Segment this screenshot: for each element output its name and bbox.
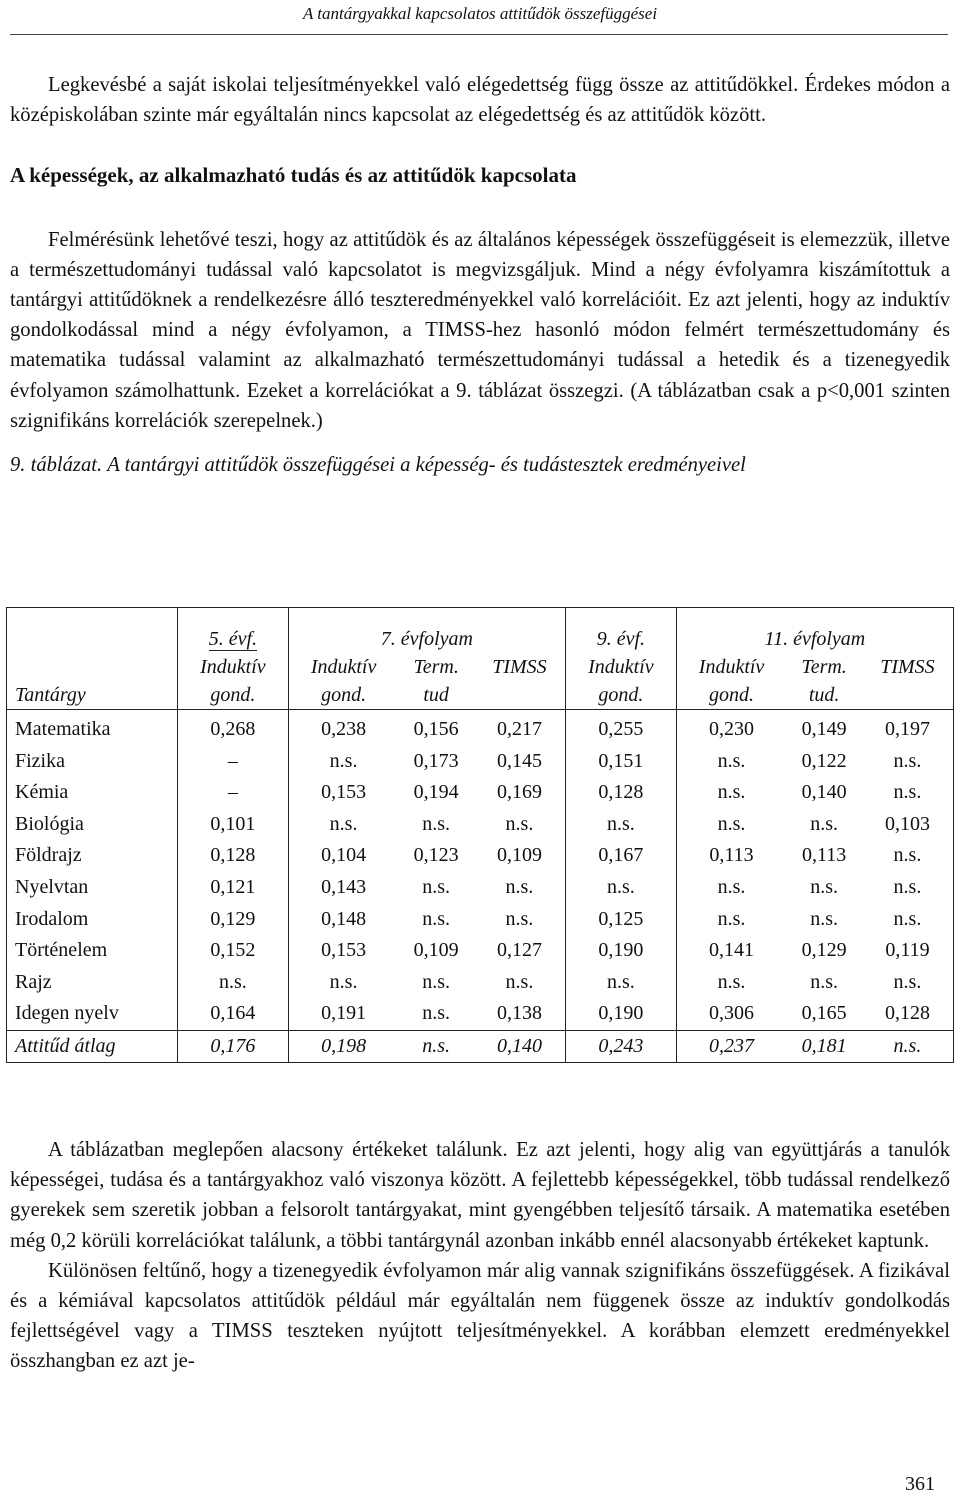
- value-cell: 0,109: [413, 939, 459, 962]
- value-cell: n.s.: [422, 970, 451, 993]
- value-cell: 0,104: [321, 844, 367, 867]
- value-cell: n.s.: [717, 907, 746, 930]
- value-cell: 0,113: [709, 844, 754, 867]
- value-cell: 0,167: [565, 840, 676, 872]
- table-row: [7, 746, 954, 778]
- value-cell: 0,119: [885, 939, 930, 962]
- value-cell: 0,306: [709, 1002, 755, 1025]
- subject-cell: Matematika: [7, 710, 178, 746]
- subheader-cell: TIMSS: [474, 653, 566, 710]
- value-cell: 0,238: [321, 718, 367, 740]
- value-cell: 0,181: [786, 1030, 862, 1062]
- value-cell: n.s.: [178, 967, 289, 999]
- value-cell: 0,141: [709, 939, 755, 962]
- subject-cell: Irodalom: [7, 904, 178, 936]
- subheader-cell: Term. tud: [398, 653, 474, 710]
- value-cell: 0,140: [801, 781, 847, 804]
- subheader-cell: Induktív gond.: [288, 653, 398, 710]
- subject-cell: Idegen nyelv: [7, 998, 178, 1030]
- table-average-row: [7, 1030, 954, 1062]
- table-row: [7, 840, 954, 872]
- value-cell: 0,128: [178, 840, 289, 872]
- value-cell: n.s.: [474, 967, 566, 999]
- subject-cell: Biológia: [7, 809, 178, 841]
- value-cell: 0,138: [474, 998, 566, 1030]
- value-cell: n.s.: [810, 875, 838, 898]
- value-cell: n.s.: [329, 812, 358, 835]
- value-cell: n.s.: [717, 812, 746, 835]
- group-header-5: 5. évf.: [178, 608, 289, 654]
- value-cell: 0,148: [321, 907, 367, 930]
- value-cell: 0,165: [801, 1002, 847, 1025]
- subheader-cell: Induktív gond.: [565, 653, 676, 710]
- value-cell: 0,128: [565, 777, 676, 809]
- value-cell: 0,109: [474, 840, 566, 872]
- value-cell: 0,176: [178, 1030, 289, 1062]
- intro-paragraph: Legkevésbé a saját iskolai teljesítményekkel való elégedettség függ össze az attitűdökkel. Érdekes módon a középiskolában szinte már egyáltalán nincs kapcsolat az elégedettség és az attitűdök között.: [10, 74, 950, 127]
- table-row: [7, 872, 954, 904]
- value-cell: 0,153: [321, 939, 367, 962]
- header-rule: [10, 34, 948, 35]
- group-header-9: 9. évf.: [565, 608, 676, 654]
- value-cell: 0,169: [474, 777, 566, 809]
- subheader-cell: Term. tud.: [786, 653, 862, 710]
- group-header-7: 7. évfolyam: [288, 608, 565, 654]
- value-cell: 0,243: [565, 1030, 676, 1062]
- value-cell: 0,140: [474, 1030, 566, 1062]
- value-cell: n.s.: [565, 967, 676, 999]
- group-header-11: 11. évfolyam: [764, 628, 866, 650]
- subject-cell: Attitűd átlag: [7, 1030, 178, 1062]
- value-cell: 0,230: [709, 718, 755, 740]
- value-cell: 0,268: [178, 710, 289, 746]
- value-cell: 0,156: [413, 718, 459, 740]
- value-cell: 0,197: [884, 718, 930, 740]
- value-cell: n.s.: [474, 809, 566, 841]
- value-cell: 0,217: [474, 710, 566, 746]
- value-cell: 0,101: [178, 809, 289, 841]
- value-cell: 0,129: [801, 939, 847, 962]
- value-cell: 0,129: [178, 904, 289, 936]
- value-cell: 0,255: [565, 710, 676, 746]
- value-cell: 0,113: [801, 844, 847, 867]
- subject-cell: Földrajz: [7, 840, 178, 872]
- subheader-cell: Induktív gond.: [676, 653, 786, 710]
- subject-cell: Rajz: [7, 967, 178, 999]
- value-cell: 0,122: [801, 749, 847, 772]
- table-row: [7, 777, 954, 809]
- value-cell: 0,128: [884, 1002, 930, 1025]
- value-cell: 0,153: [321, 781, 367, 804]
- table-group-header-row: [7, 608, 954, 654]
- value-cell: n.s.: [565, 809, 676, 841]
- table-row: [7, 809, 954, 841]
- lower-text: [10, 1135, 950, 1377]
- value-cell: n.s.: [893, 781, 922, 804]
- table-body: [7, 710, 954, 1063]
- value-cell: n.s.: [474, 872, 566, 904]
- value-cell: 0,123: [413, 844, 459, 867]
- correlation-table: [6, 607, 954, 1063]
- value-cell: 0,149: [801, 718, 847, 740]
- value-cell: n.s.: [422, 907, 451, 930]
- value-cell: n.s.: [893, 875, 922, 898]
- table-caption: [10, 450, 950, 480]
- value-cell: 0,127: [474, 935, 566, 967]
- table-row: [7, 904, 954, 936]
- value-cell: 0,164: [178, 998, 289, 1030]
- value-cell: n.s.: [717, 970, 746, 993]
- value-cell: 0,198: [288, 1030, 398, 1062]
- value-cell: n.s.: [422, 1002, 451, 1025]
- value-cell: 0,103: [884, 812, 930, 835]
- value-cell: n.s.: [422, 875, 451, 898]
- value-cell: n.s.: [893, 907, 922, 930]
- subject-cell: Nyelvtan: [7, 872, 178, 904]
- subject-cell: Fizika: [7, 746, 178, 778]
- value-cell: n.s.: [329, 749, 358, 772]
- value-cell: 0,125: [565, 904, 676, 936]
- table-row: [7, 998, 954, 1030]
- value-cell: 0,237: [676, 1030, 786, 1062]
- value-cell: n.s.: [422, 812, 451, 835]
- section-paragraph: Felmérésünk lehetővé teszi, hogy az attitűdök és az általános képességek összefüggéseit is elemezzük, illetve a természettudományi tudással való kapcsolatot is megvizsgáljuk. Mind a négy évfolyamra kiszámítottuk a tantárgyi attitűdöknek a rendelkezésre álló teszteredményekkel való korrelációit. Ez azt jelenti, hogy az induktív gondolkodással mind a négy évfolyamon, a TIMSS-hez hasonló módon felmért természettudomány és matematika tudással valamint az alkalmazható természettudományi tudással a hetedik és a tizenegyedik évfolyamon számolhattunk. Ezeket a korrelációkat a 9. táblázat összegzi. (A táblázatban csak a p<0,001 szinten szignifikáns korrelációk szerepelnek.): [10, 228, 950, 432]
- value-cell: 0,190: [565, 935, 676, 967]
- subject-cell: Történelem: [7, 935, 178, 967]
- subheader-cell: Induktív gond.: [178, 653, 289, 710]
- table-row: [7, 935, 954, 967]
- after-paragraph-1: A táblázatban meglepően alacsony értékeket találunk. Ez azt jelenti, hogy alig van együttjárás a tanulók képességei, tudása és a tantárgyakhoz való viszonya között. A fejlettebb képességekkel, több tudással rendelkező gyerekek sem szeretik jobban a felsorolt tantárgyakat, mint gyengébben teljesítő társaik. A matematika esetében még 0,2 körüli korrelációkat találunk, a többi tantárgynál azonban inkább ennél alacsonyabb értékeket kaptunk.: [10, 1139, 950, 1252]
- table-row: [7, 967, 954, 999]
- value-cell: n.s.: [717, 749, 746, 772]
- value-cell: n.s.: [717, 781, 746, 804]
- value-cell: n.s.: [893, 749, 922, 772]
- after-paragraph-2: Különösen feltűnő, hogy a tizenegyedik évfolyamon már alig vannak szignifikáns összefüggések. A fizikával és a kémiával kapcsolatos attitűdök például már egyáltalán nem függenek össze az induktív gondolkodás fejlettségével vagy a TIMSS teszteken nyújtott teljesítményekkel. A korábban elemzett eredményekkel összhangban ez azt je-: [10, 1259, 950, 1373]
- value-cell: n.s.: [862, 1030, 954, 1062]
- value-cell: n.s.: [398, 1030, 474, 1062]
- subject-cell: Kémia: [7, 777, 178, 809]
- value-cell: n.s.: [893, 970, 922, 993]
- value-cell: 0,173: [413, 749, 459, 772]
- value-cell: n.s.: [565, 872, 676, 904]
- value-cell: 0,152: [178, 935, 289, 967]
- value-cell: 0,190: [565, 998, 676, 1030]
- value-cell: 0,191: [321, 1002, 367, 1025]
- table-row: [7, 710, 954, 746]
- upper-text: [10, 70, 950, 480]
- value-cell: n.s.: [893, 844, 922, 867]
- subject-column-header: Tantárgy: [7, 608, 178, 710]
- value-cell: n.s.: [474, 904, 566, 936]
- value-cell: 0,143: [321, 875, 367, 898]
- value-cell: –: [178, 777, 289, 809]
- running-header: A tantárgyakkal kapcsolatos attitűdök összefüggései: [302, 4, 658, 23]
- page-number: 361: [905, 1473, 935, 1495]
- value-cell: –: [178, 746, 289, 778]
- value-cell: n.s.: [810, 970, 838, 993]
- value-cell: 0,194: [413, 781, 459, 804]
- value-cell: 0,121: [178, 872, 289, 904]
- value-cell: n.s.: [810, 812, 838, 835]
- value-cell: 0,151: [565, 746, 676, 778]
- value-cell: n.s.: [717, 875, 746, 898]
- value-cell: n.s.: [329, 970, 358, 993]
- table-caption-number: 9. táblázat.: [10, 454, 103, 477]
- subheader-cell: TIMSS: [862, 653, 954, 710]
- table-caption-title: A tantárgyi attitűdök összefüggései a képesség- és tudástesztek eredményeivel: [107, 454, 746, 477]
- section-heading: A képességek, az alkalmazható tudás és az attitűdök kapcsolata: [10, 163, 577, 188]
- value-cell: 0,145: [474, 746, 566, 778]
- value-cell: n.s.: [810, 907, 838, 930]
